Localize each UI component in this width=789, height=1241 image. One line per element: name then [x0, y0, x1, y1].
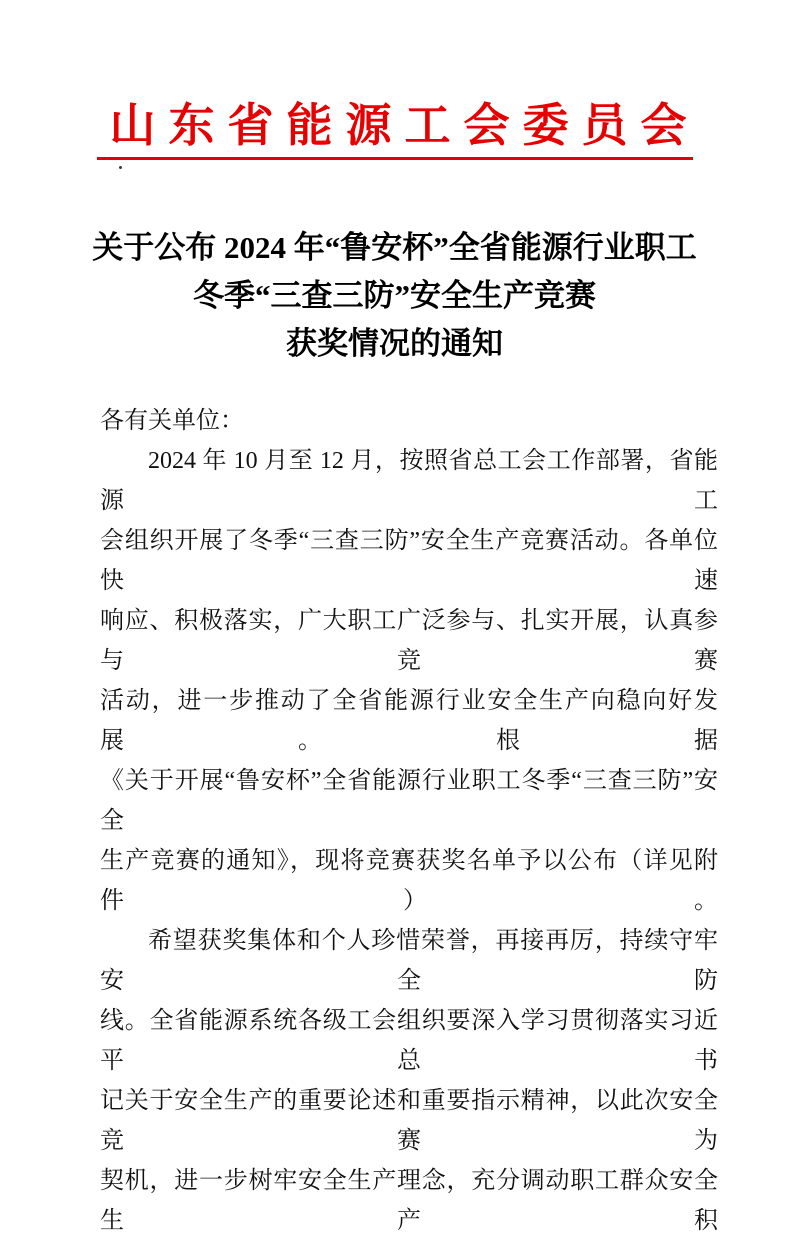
body-line: 契机，进一步树牢安全生产理念，充分调动职工群众安全生产积 [100, 1168, 718, 1234]
document-title [40, 224, 749, 368]
body-line: 记关于安全生产的重要论述和重要指示精神，以此次安全竞赛为 [100, 1088, 718, 1154]
salutation: 各有关单位： [100, 408, 244, 434]
body-line: 希望获奖集体和个人珍惜荣誉，再接再厉，持续守牢安全防 [100, 928, 718, 994]
scan-speck [119, 166, 122, 169]
document-body [100, 401, 718, 1241]
body-line: 活动，进一步推动了全省能源行业安全生产向稳向好发展。根据 [100, 688, 718, 754]
paragraph-2 [100, 921, 718, 1241]
paragraph-1 [100, 441, 718, 921]
body-line: 会组织开展了冬季“三查三防”安全生产竞赛活动。各单位快速 [100, 528, 718, 594]
org-name: 山东省能源工会委员会 [109, 100, 700, 151]
letterhead-divider [97, 157, 693, 160]
body-line: 生产竞赛的通知》，现将竞赛获奖名单予以公布（详见附件）。 [100, 848, 718, 914]
body-line: 2024 年 10 月至 12 月，按照省总工会工作部署，省能源工 [100, 448, 718, 514]
title-line-3: 获奖情况的通知 [286, 326, 503, 361]
body-line: 响应、积极落实，广大职工广泛参与、扎实开展，认真参与竞赛 [100, 608, 718, 674]
body-line: 《关于开展“鲁安杯”全省能源行业职工冬季“三查三防”安全 [100, 768, 718, 834]
document-page [0, 98, 789, 1234]
letterhead [97, 98, 700, 160]
title-line-1: 关于公布 2024 年“鲁安杯”全省能源行业职工 [92, 230, 697, 265]
body-line: 线。全省能源系统各级工会组织要深入学习贯彻落实习近平总书 [100, 1008, 718, 1074]
title-line-2: 冬季“三查三防”安全生产竞赛 [193, 278, 596, 313]
